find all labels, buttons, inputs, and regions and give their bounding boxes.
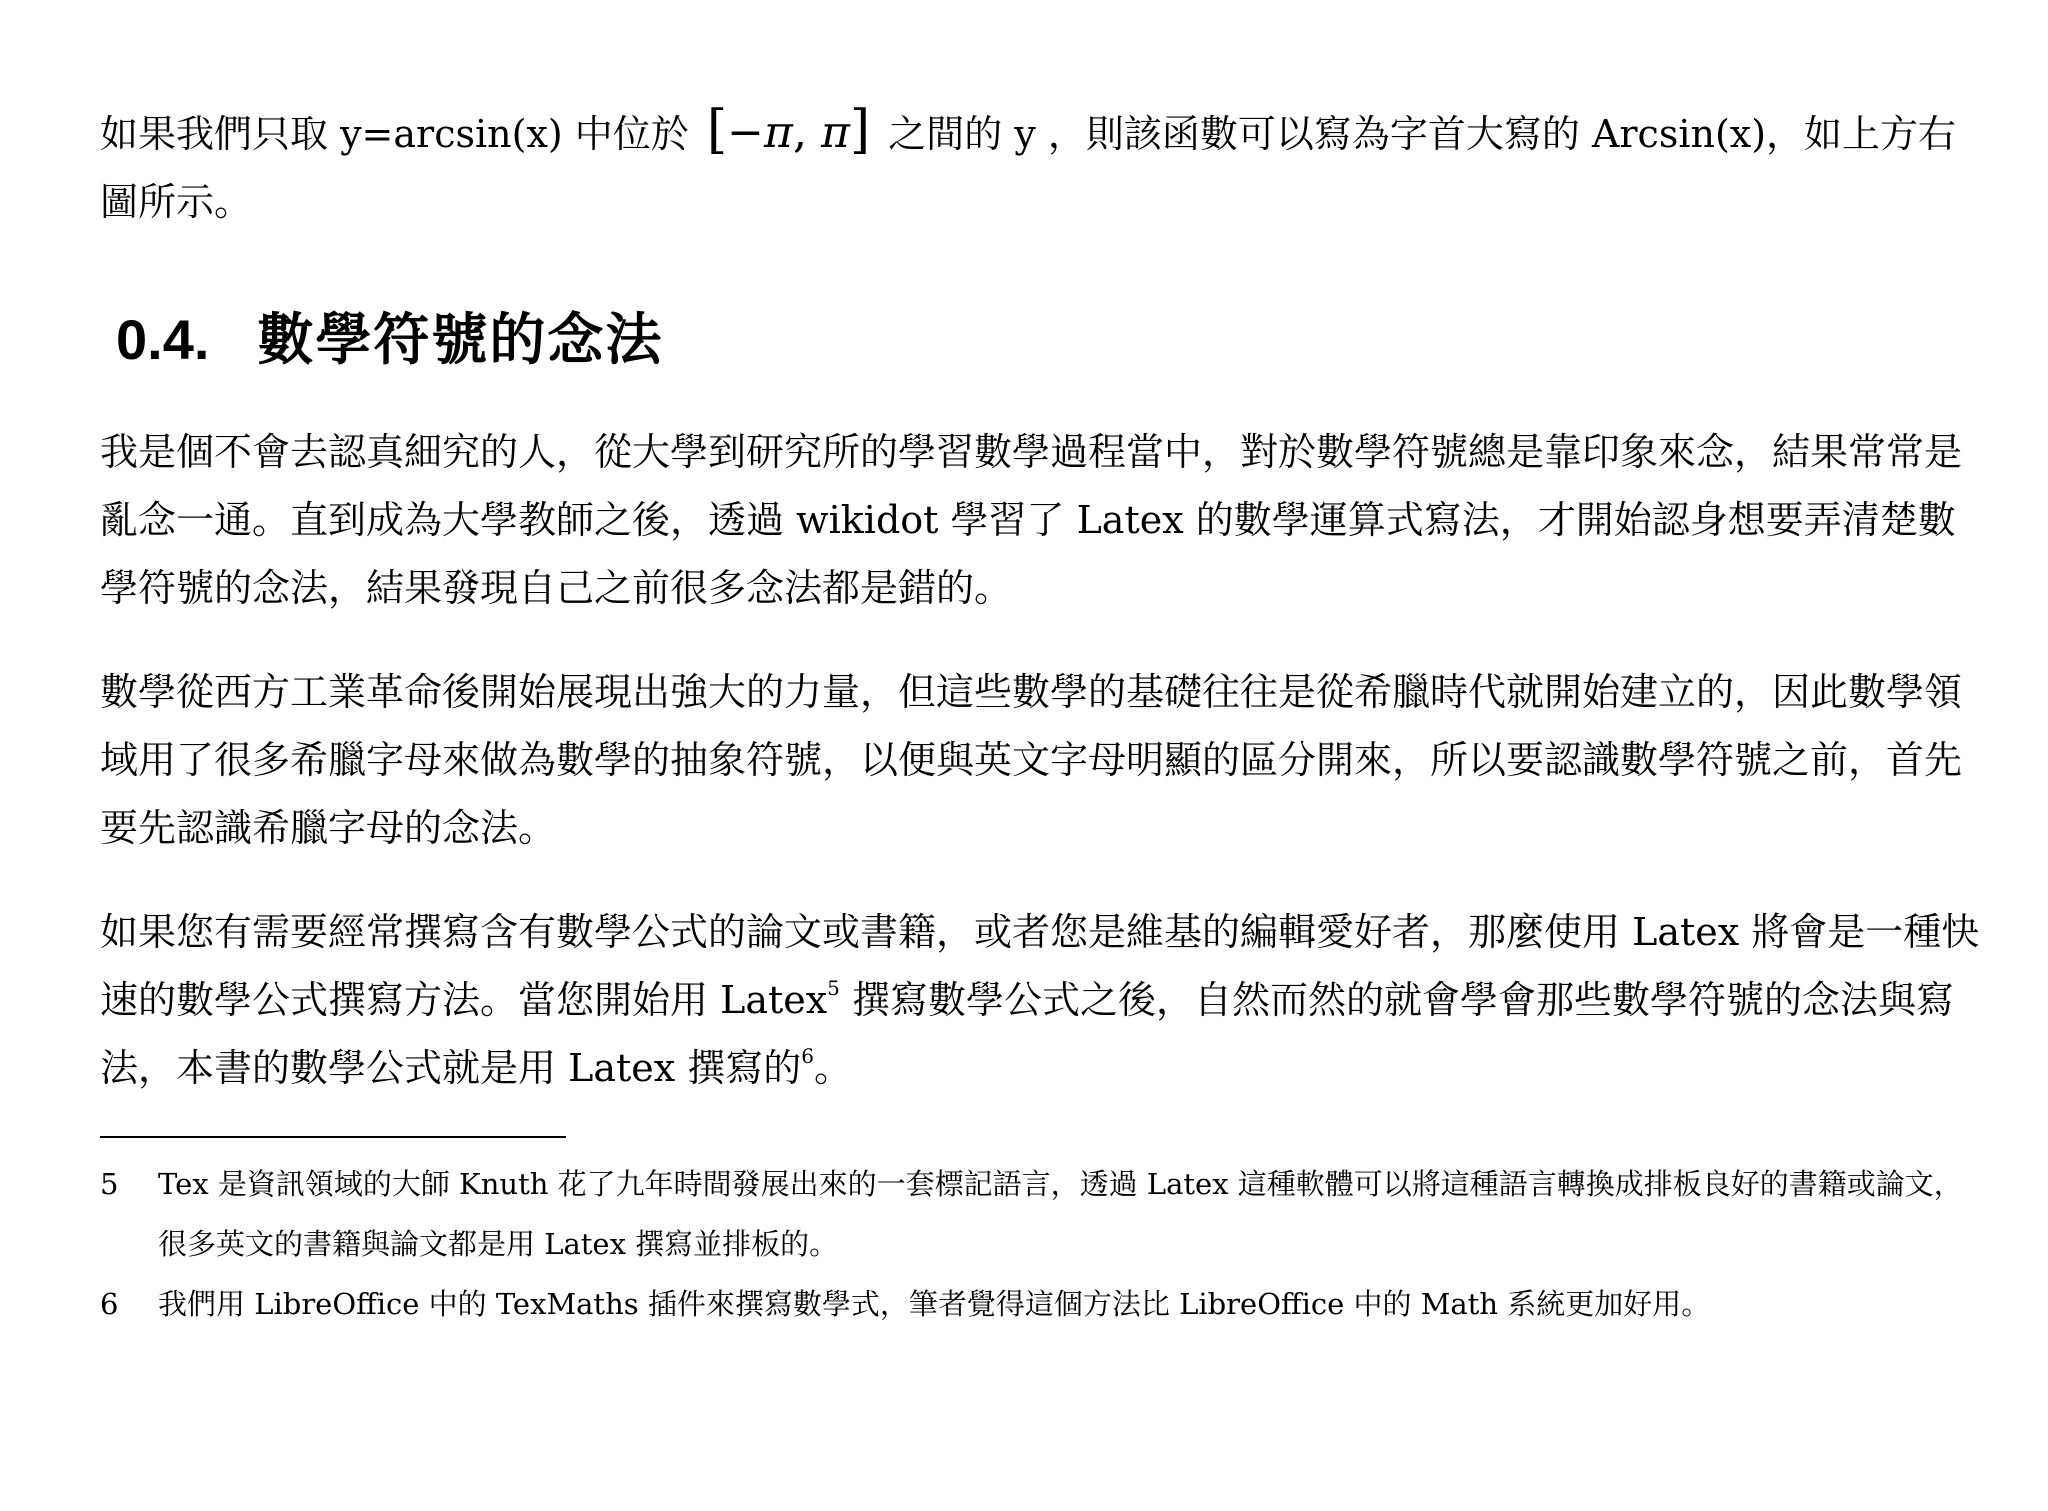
- intro-text-part2: 之間的 y ，則該函數可以寫為字首大寫的 Arcsin(x)，如上方右圖所示。: [100, 112, 1957, 224]
- interval-comma: ,: [792, 107, 821, 158]
- paragraph-3-part1: 如果您有需要經常撰寫含有數學公式的論文或書籍，或者您是維基的編輯愛好者，那麼使用 Latex 將會是一種快速的數學公式撰寫方法。當您開始用 Latex: [100, 910, 1980, 1022]
- interval-lower-bound: −π: [727, 107, 793, 158]
- intro-text-part1: 如果我們只取 y=arcsin(x) 中位於: [100, 112, 701, 156]
- footnote-5: [100, 1154, 1980, 1274]
- intro-paragraph: [100, 96, 1980, 236]
- interval-close-bracket: ]: [849, 100, 871, 160]
- footnote-separator: [100, 1136, 566, 1138]
- paragraph-1: 我是個不會去認真細究的人，從大學到研究所的學習數學過程當中，對於數學符號總是靠印象來念，結果常常是亂念一通。直到成為大學教師之後，透過 wikidot 學習了 Latex 的數學運算式寫法，才開始認身想要弄清楚數學符號的念法，結果發現自己之前很多念法都是錯的。: [100, 430, 1963, 610]
- footnote-6: [100, 1274, 1980, 1334]
- section-heading: [116, 300, 663, 380]
- paragraph-2: 數學從西方工業革命後開始展現出強大的力量，但這些數學的基礎往往是從希臘時代就開始建立的，因此數學領域用了很多希臘字母來做為數學的抽象符號，以便與英文字母明顯的區分開來，所以要認識數學符號之前，首先要先認識希臘字母的念法。: [100, 670, 1963, 850]
- section-title: 數學符號的念法: [257, 307, 664, 373]
- footnote-text: Tex 是資訊領域的大師 Knuth 花了九年時間發展出來的一套標記語言，透過 Latex 這種軟體可以將這種語言轉換成排板良好的書籍或論文，很多英文的書籍與論文都是用 Latex 撰寫並排板的。: [158, 1167, 1963, 1261]
- section-number: 0.4.: [116, 308, 210, 371]
- footnote-text: 我們用 LibreOffice 中的 TexMaths 插件來撰寫數學式，筆者覺得這個方法比 LibreOffice 中的 Math 系統更加好用。: [158, 1287, 1711, 1321]
- footnote-number: 6: [100, 1287, 119, 1321]
- footnote-reference-6[interactable]: 6: [801, 1044, 814, 1068]
- footnote-reference-5[interactable]: 5: [827, 976, 840, 1000]
- footnote-number: 5: [100, 1167, 119, 1201]
- interval-formula: [701, 100, 876, 160]
- paragraph-3-part2: 撰寫數學公式之後，自然而然的就會學會那些數學符號的念法與寫法，本書的數學公式就是用 Latex 撰寫的: [100, 978, 1954, 1090]
- interval-upper-bound: π: [820, 107, 850, 158]
- interval-open-bracket: [: [706, 100, 728, 160]
- paragraph-3-part3: 。: [813, 1046, 852, 1090]
- paragraph-3: [100, 898, 1980, 1102]
